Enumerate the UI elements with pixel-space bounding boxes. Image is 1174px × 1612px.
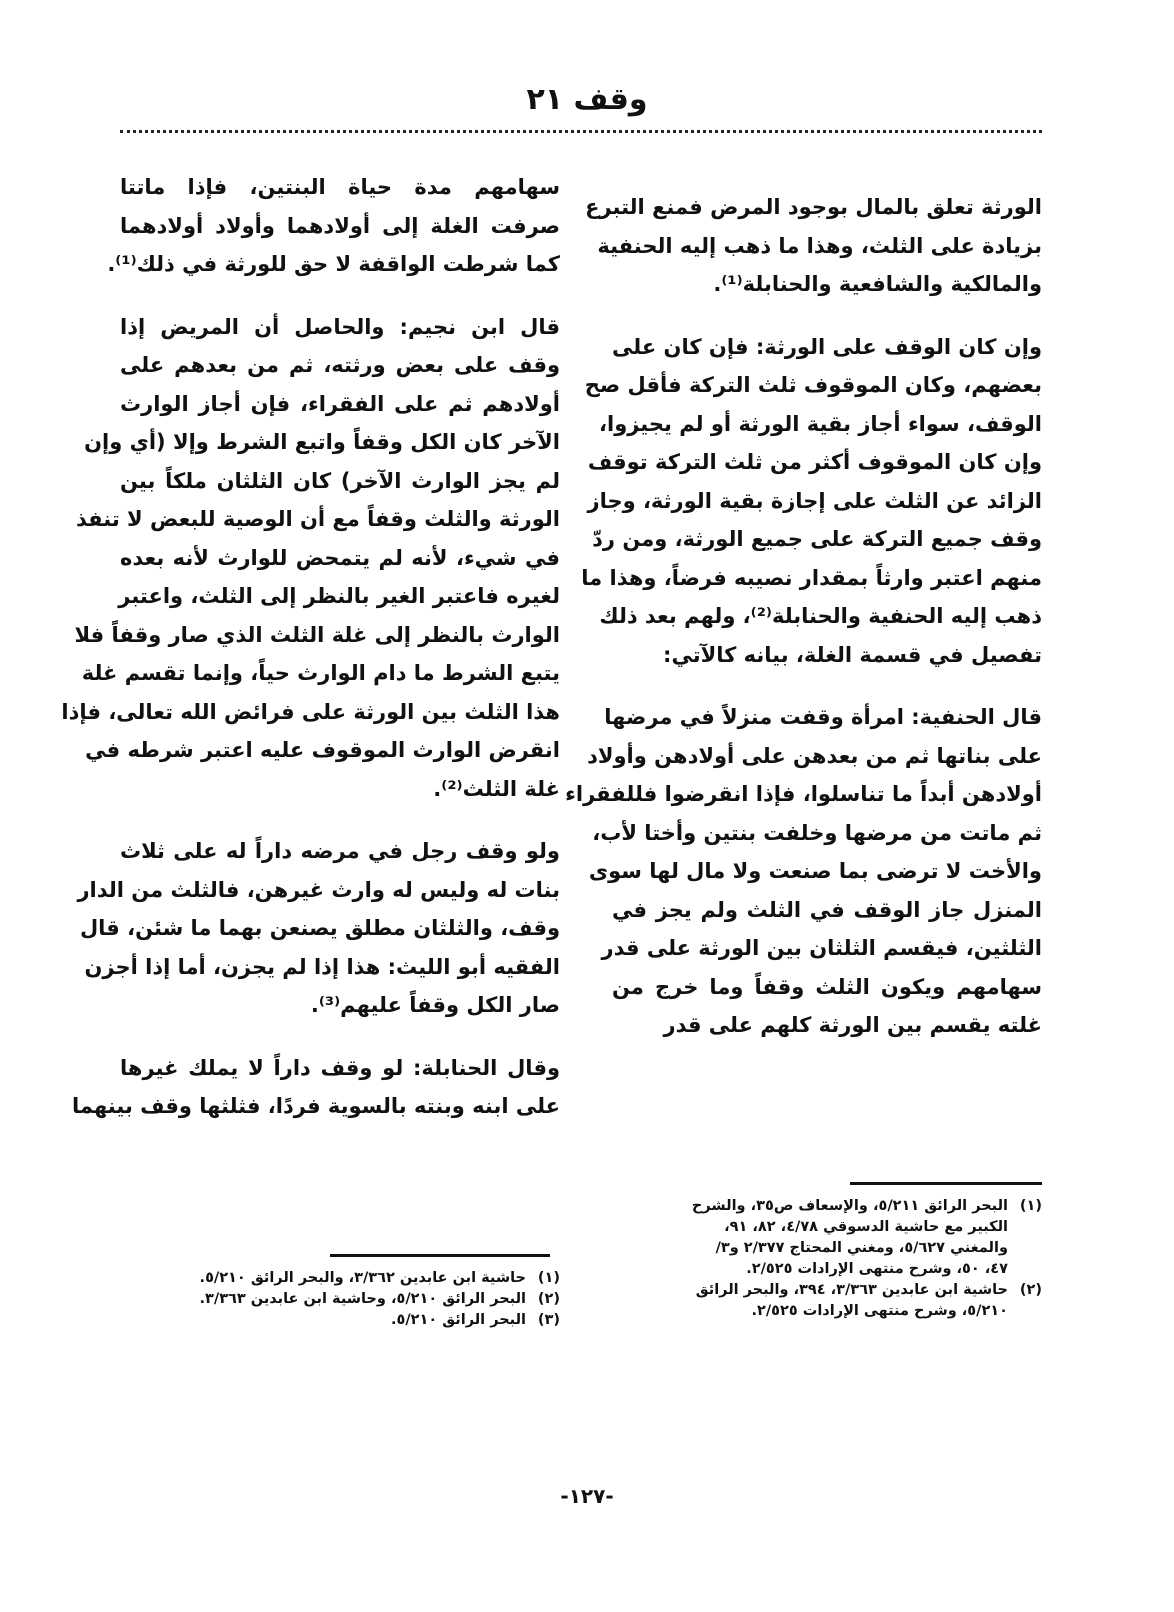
text-line: وقف، والثلثان مطلق يصنعن بهما ما شئن، قال bbox=[79, 916, 560, 940]
footnote-line bbox=[120, 1310, 560, 1331]
text-line: ذهب إليه الحنفية والحنابلة⁽²⁾، ولهم بعد ذلك bbox=[599, 604, 1042, 628]
paragraph-gap bbox=[120, 1025, 560, 1049]
paragraph bbox=[585, 188, 1042, 304]
footnote-line bbox=[612, 1280, 1042, 1301]
footnote-number: (٣) bbox=[537, 1312, 560, 1328]
footnote-text: البحر الرائق ٥/٢١٠، وحاشية ابن عابدين ٣/٣٦٣. bbox=[199, 1291, 526, 1307]
text-line: الوقف، سواء أجاز بقية الورثة أو لم يجيزوا، bbox=[599, 411, 1042, 436]
paragraph bbox=[581, 328, 1042, 675]
right-text-column bbox=[565, 188, 1042, 1045]
text-line: وإن كان الموقوف أكثر من ثلث التركة توقف bbox=[587, 450, 1042, 474]
text-line: وقف على بعض ورثته، ثم من بعدهم على bbox=[120, 353, 560, 377]
footnote-text: الكبير مع حاشية الدسوقي ٤/٧٨، ٨٢، ٩١، bbox=[724, 1219, 1008, 1235]
text-line: منهم اعتبر وارثاً بمقدار نصيبه فرضاً، وهذا ما bbox=[581, 565, 1042, 590]
text-line: الوارث بالنظر إلى غلة الثلث الذي صار وقفاً فلا bbox=[74, 622, 560, 647]
paragraph bbox=[77, 832, 560, 1025]
text-line: المنزل جاز الوقف في الثلث ولم يجز في bbox=[612, 897, 1042, 922]
footnote-text: ٤٧، ٥٠، وشرح منتهى الإرادات ٢/٥٢٥. bbox=[746, 1261, 1008, 1277]
text-line: سهامهم ويكون الثلث وقفاً وما خرج من bbox=[612, 974, 1042, 999]
footnote-text: البحر الرائق ٥/٢١٠. bbox=[390, 1312, 526, 1328]
text-line: الورثة تعلق بالمال بوجود المرض فمنع التبرع bbox=[585, 195, 1042, 219]
footnote-text: ٥/٢١٠، وشرح منتهى الإرادات ٢/٥٢٥. bbox=[751, 1303, 1008, 1319]
text-line: وقال الحنابلة: لو وقف داراً لا يملك غيرها bbox=[120, 1055, 560, 1080]
text-line: وإن كان الوقف على الورثة: فإن كان على bbox=[612, 334, 1042, 359]
footnote-line bbox=[120, 1289, 560, 1310]
text-line: تفصيل في قسمة الغلة، بيانه كالآتي: bbox=[663, 642, 1042, 667]
text-line: صرفت الغلة إلى أولادهما وأولاد أولادهما bbox=[120, 213, 560, 238]
text-line: صار الكل وقفاً عليهم⁽³⁾. bbox=[310, 993, 560, 1017]
text-line: الفقيه أبو الليث: هذا إذا لم يجزن، أما إذا أجزن bbox=[84, 954, 560, 979]
paragraph bbox=[107, 168, 560, 284]
page-header-title: وقف ٢١ bbox=[526, 82, 648, 117]
text-line: لغيره فاعتبر الغير بالنظر إلى الثلث، واعتبر bbox=[118, 584, 560, 608]
footnote-number: (٢) bbox=[537, 1291, 560, 1307]
text-line: أولادهم ثم على الفقراء، فإن أجاز الوارث bbox=[120, 391, 560, 416]
footnote-line bbox=[612, 1259, 1042, 1280]
left-footnotes bbox=[120, 1268, 560, 1331]
text-line: الزائد عن الثلث على إجازة بقية الورثة، وجاز bbox=[587, 488, 1042, 513]
text-line: الورثة والثلث وقفاً مع أن الوصية للبعض لا تنفذ bbox=[76, 507, 560, 531]
page-number: -١٢٧- bbox=[560, 1484, 614, 1508]
text-line: سهامهم مدة حياة البنتين، فإذا ماتتا bbox=[120, 175, 560, 199]
text-line: ثم ماتت من مرضها وخلفت بنتين وأختا لأب، bbox=[592, 820, 1042, 845]
text-line: والمالكية والشافعية والحنابلة⁽¹⁾. bbox=[713, 272, 1042, 296]
text-line: في شيء، لأنه لم يتمحض للوارث لأنه بعده bbox=[120, 545, 560, 570]
text-line: على بناتها ثم من بعدهن على أولادهن وأولاد bbox=[587, 743, 1042, 768]
paragraph-gap bbox=[612, 304, 1042, 328]
text-line: يتبع الشرط ما دام الوارث حياً، وإنما تقسم غلة bbox=[81, 661, 560, 685]
text-line: الآخر كان الكل وقفاً واتبع الشرط وإلا (أي وإن bbox=[84, 430, 560, 454]
footnote-number: (١) bbox=[537, 1270, 560, 1286]
text-line: على ابنه وبنته بالسوية فردًا، فثلثها وقف بينهما bbox=[71, 1094, 560, 1118]
right-footnotes bbox=[612, 1196, 1042, 1322]
text-line: بزيادة على الثلث، وهذا ما ذهب إليه الحنفية bbox=[597, 233, 1042, 258]
footnote-text: حاشية ابن عابدين ٣/٣٦٣، ٣٩٤، والبحر الرائق bbox=[695, 1282, 1008, 1298]
text-line: غلته يقسم بين الورثة كلهم على قدر bbox=[663, 1013, 1042, 1037]
paragraph bbox=[61, 308, 560, 809]
text-line: والأخت لا ترضى بما صنعت ولا مال لها سوى bbox=[588, 859, 1042, 883]
text-line: الثلثين، فيقسم الثلثان بين الورثة على قدر bbox=[601, 936, 1042, 960]
text-line: بعضهم، وكان الموقوف ثلث التركة فأقل صح bbox=[584, 373, 1042, 397]
footnote-number: (١) bbox=[1019, 1198, 1042, 1214]
footnote-line bbox=[612, 1217, 1042, 1238]
paragraph-gap bbox=[612, 674, 1042, 698]
text-line: كما شرطت الواقفة لا حق للورثة في ذلك⁽¹⁾. bbox=[107, 252, 560, 276]
paragraph bbox=[71, 1049, 560, 1126]
right-footnote-divider bbox=[850, 1182, 1042, 1185]
footnote-line bbox=[120, 1268, 560, 1289]
text-line: أولادهن أبداً ما تناسلوا، فإذا انقرضوا فللفقراء bbox=[565, 782, 1042, 806]
text-line: ولو وقف رجل في مرضه داراً له على ثلاث bbox=[120, 839, 560, 863]
footnote-line bbox=[612, 1301, 1042, 1322]
text-line: قال الحنفية: امرأة وقفت منزلاً في مرضها bbox=[604, 705, 1042, 729]
text-line: انقرض الوارث الموقوف عليه اعتبر شرطه في bbox=[85, 738, 560, 762]
footnote-text: والمغني ٥/٦٢٧، ومغني المحتاج ٢/٣٧٧ و٣/ bbox=[715, 1240, 1008, 1256]
text-line: قال ابن نجيم: والحاصل أن المريض إذا bbox=[120, 314, 560, 339]
text-line: هذا الثلث بين الورثة على فرائض الله تعالى، فإذا bbox=[61, 699, 560, 724]
left-text-column bbox=[61, 168, 560, 1126]
text-line: وقف جميع التركة على جميع الورثة، ومن ردّ bbox=[592, 527, 1042, 551]
footnote-text: حاشية ابن عابدين ٣/٣٦٢، والبحر الرائق ٥/٢١٠. bbox=[199, 1270, 526, 1286]
footnote-line bbox=[612, 1238, 1042, 1259]
text-line: غلة الثلث⁽²⁾. bbox=[433, 776, 560, 801]
paragraph-gap bbox=[120, 808, 560, 832]
left-footnote-divider bbox=[330, 1254, 550, 1257]
footnote-line bbox=[612, 1196, 1042, 1217]
paragraph-gap bbox=[120, 284, 560, 308]
footnote-text: البحر الرائق ٥/٢١١، والإسعاف ص٣٥، والشرح bbox=[691, 1198, 1008, 1214]
paragraph bbox=[565, 698, 1042, 1045]
text-line: بنات له وليس له وارث غيرهن، فالثلث من الدار bbox=[77, 877, 560, 902]
header-dotted-divider bbox=[120, 130, 1042, 133]
text-line: لم يجز الوارث الآخر) كان الثلثان ملكاً بين bbox=[120, 468, 560, 493]
footnote-number: (٢) bbox=[1019, 1282, 1042, 1298]
